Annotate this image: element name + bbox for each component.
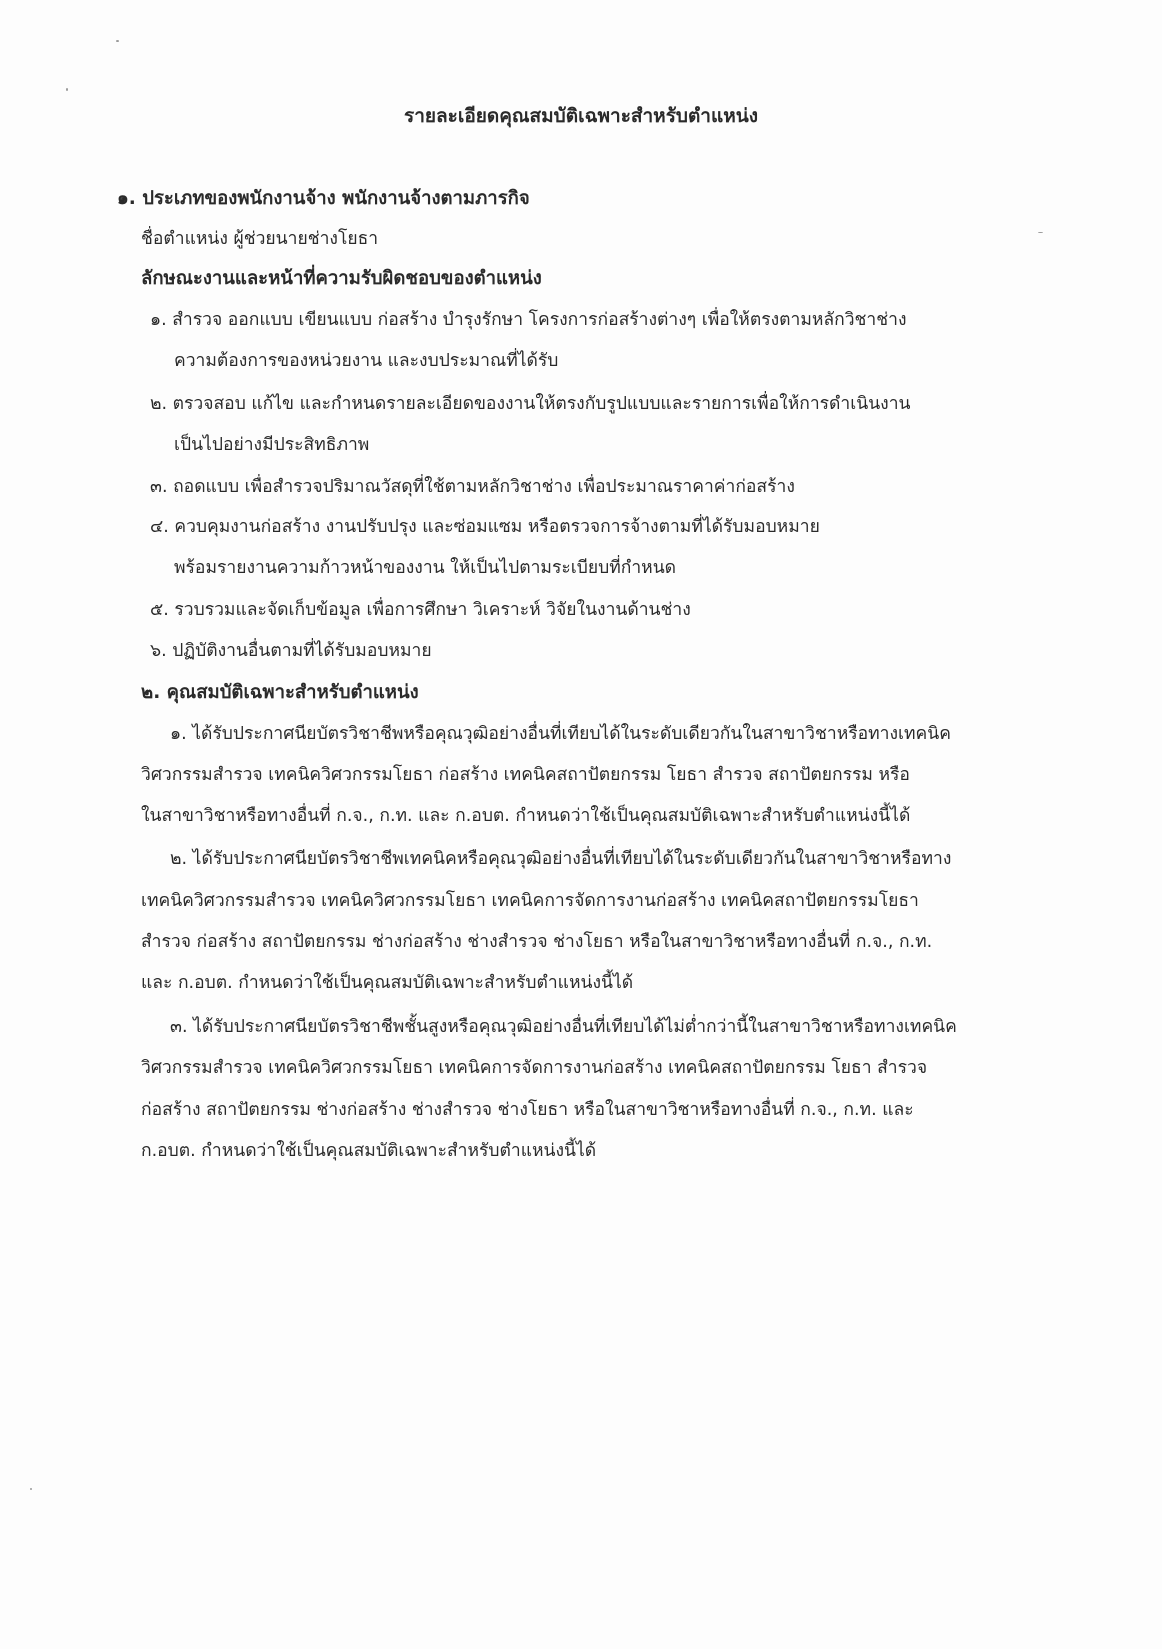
duty-2-line1: ๒. ตรวจสอบ แก้ไข และกำหนดรายละเอียดของงานให้ตรงกับรูปแบบและรายการเพื่อให้การดำเนินงาน — [150, 394, 911, 414]
scan-speck — [1038, 232, 1043, 233]
duties-heading: ลักษณะงานและหน้าที่ความรับผิดชอบของตำแหน่ง — [141, 268, 542, 289]
duty-2-line2: เป็นไปอย่างมีประสิทธิภาพ — [174, 435, 370, 455]
qual-3-line2: วิศวกรรมสำรวจ เทคนิควิศวกรรมโยธา เทคนิคการจัดการงานก่อสร้าง เทคนิคสถาปัตยกรรม โยธา สำรวจ — [141, 1058, 928, 1078]
duty-1-line2: ความต้องการของหน่วยงาน และงบประมาณที่ได้รับ — [174, 351, 559, 371]
qual-2-line3: สำรวจ ก่อสร้าง สถาปัตยกรรม ช่างก่อสร้าง ช่างสำรวจ ช่างโยธา หรือในสาขาวิชาหรือทางอื่นที่ ก.จ., ก.ท. — [141, 932, 933, 952]
section2-heading: ๒. คุณสมบัติเฉพาะสำหรับตำแหน่ง — [141, 682, 419, 703]
qual-2-line1: ๒. ได้รับประกาศนียบัตรวิชาชีพเทคนิคหรือคุณวุฒิอย่างอื่นที่เทียบได้ในระดับเดียวกันในสาขาวิชาหรือทาง — [170, 849, 952, 869]
duty-1-line1: ๑. สำรวจ ออกแบบ เขียนแบบ ก่อสร้าง บำรุงรักษา โครงการก่อสร้างต่างๆ เพื่อให้ตรงตามหลักวิชาช่าง — [150, 310, 907, 330]
qual-2-line4: และ ก.อบต. กำหนดว่าใช้เป็นคุณสมบัติเฉพาะสำหรับตำแหน่งนี้ได้ — [141, 973, 634, 993]
qual-1-line1: ๑. ได้รับประกาศนียบัตรวิชาชีพหรือคุณวุฒิอย่างอื่นที่เทียบได้ในระดับเดียวกันในสาขาวิชาหรือทางเทคนิค — [170, 724, 951, 744]
document-title: รายละเอียดคุณสมบัติเฉพาะสำหรับตำแหน่ง — [403, 105, 759, 127]
scan-speck — [116, 40, 119, 42]
duty-4-line2: พร้อมรายงานความก้าวหน้าของงาน ให้เป็นไปตามระเบียบที่กำหนด — [174, 558, 677, 578]
scan-speck — [66, 88, 68, 91]
section1-heading: ๑. ประเภทของพนักงานจ้าง พนักงานจ้างตามภารกิจ — [117, 188, 530, 209]
qual-3-line4: ก.อบต. กำหนดว่าใช้เป็นคุณสมบัติเฉพาะสำหรับตำแหน่งนี้ได้ — [141, 1141, 597, 1161]
position-name: ชื่อตำแหน่ง ผู้ช่วยนายช่างโยธา — [141, 229, 379, 249]
duty-4-line1: ๔. ควบคุมงานก่อสร้าง งานปรับปรุง และซ่อมแซม หรือตรวจการจ้างตามที่ได้รับมอบหมาย — [150, 517, 820, 537]
duty-5-line1: ๕. รวบรวมและจัดเก็บข้อมูล เพื่อการศึกษา วิเคราะห์ วิจัยในงานด้านช่าง — [150, 600, 691, 620]
scan-speck — [30, 1488, 32, 1490]
qual-3-line1: ๓. ได้รับประกาศนียบัตรวิชาชีพชั้นสูงหรือคุณวุฒิอย่างอื่นที่เทียบได้ไม่ต่ำกว่านี้ในสาขาวิชาหรือทางเทคนิค — [170, 1017, 957, 1037]
qual-1-line3: ในสาขาวิชาหรือทางอื่นที่ ก.จ., ก.ท. และ ก.อบต. กำหนดว่าใช้เป็นคุณสมบัติเฉพาะสำหรับตำแหน่งนี้ได้ — [141, 806, 911, 826]
qual-2-line2: เทคนิควิศวกรรมสำรวจ เทคนิควิศวกรรมโยธา เทคนิคการจัดการงานก่อสร้าง เทคนิคสถาปัตยกรรมโยธา — [141, 891, 919, 911]
qual-1-line2: วิศวกรรมสำรวจ เทคนิควิศวกรรมโยธา ก่อสร้าง เทคนิคสถาปัตยกรรม โยธา สำรวจ สถาปัตยกรรม หรือ — [141, 765, 910, 785]
duty-3-line1: ๓. ถอดแบบ เพื่อสำรวจปริมาณวัสดุที่ใช้ตามหลักวิชาช่าง เพื่อประมาณราคาค่าก่อสร้าง — [150, 477, 795, 497]
duty-6-line1: ๖. ปฏิบัติงานอื่นตามที่ได้รับมอบหมาย — [150, 641, 432, 661]
qual-3-line3: ก่อสร้าง สถาปัตยกรรม ช่างก่อสร้าง ช่างสำรวจ ช่างโยธา หรือในสาขาวิชาหรือทางอื่นที่ ก.จ., ก.ท. และ — [141, 1100, 914, 1120]
